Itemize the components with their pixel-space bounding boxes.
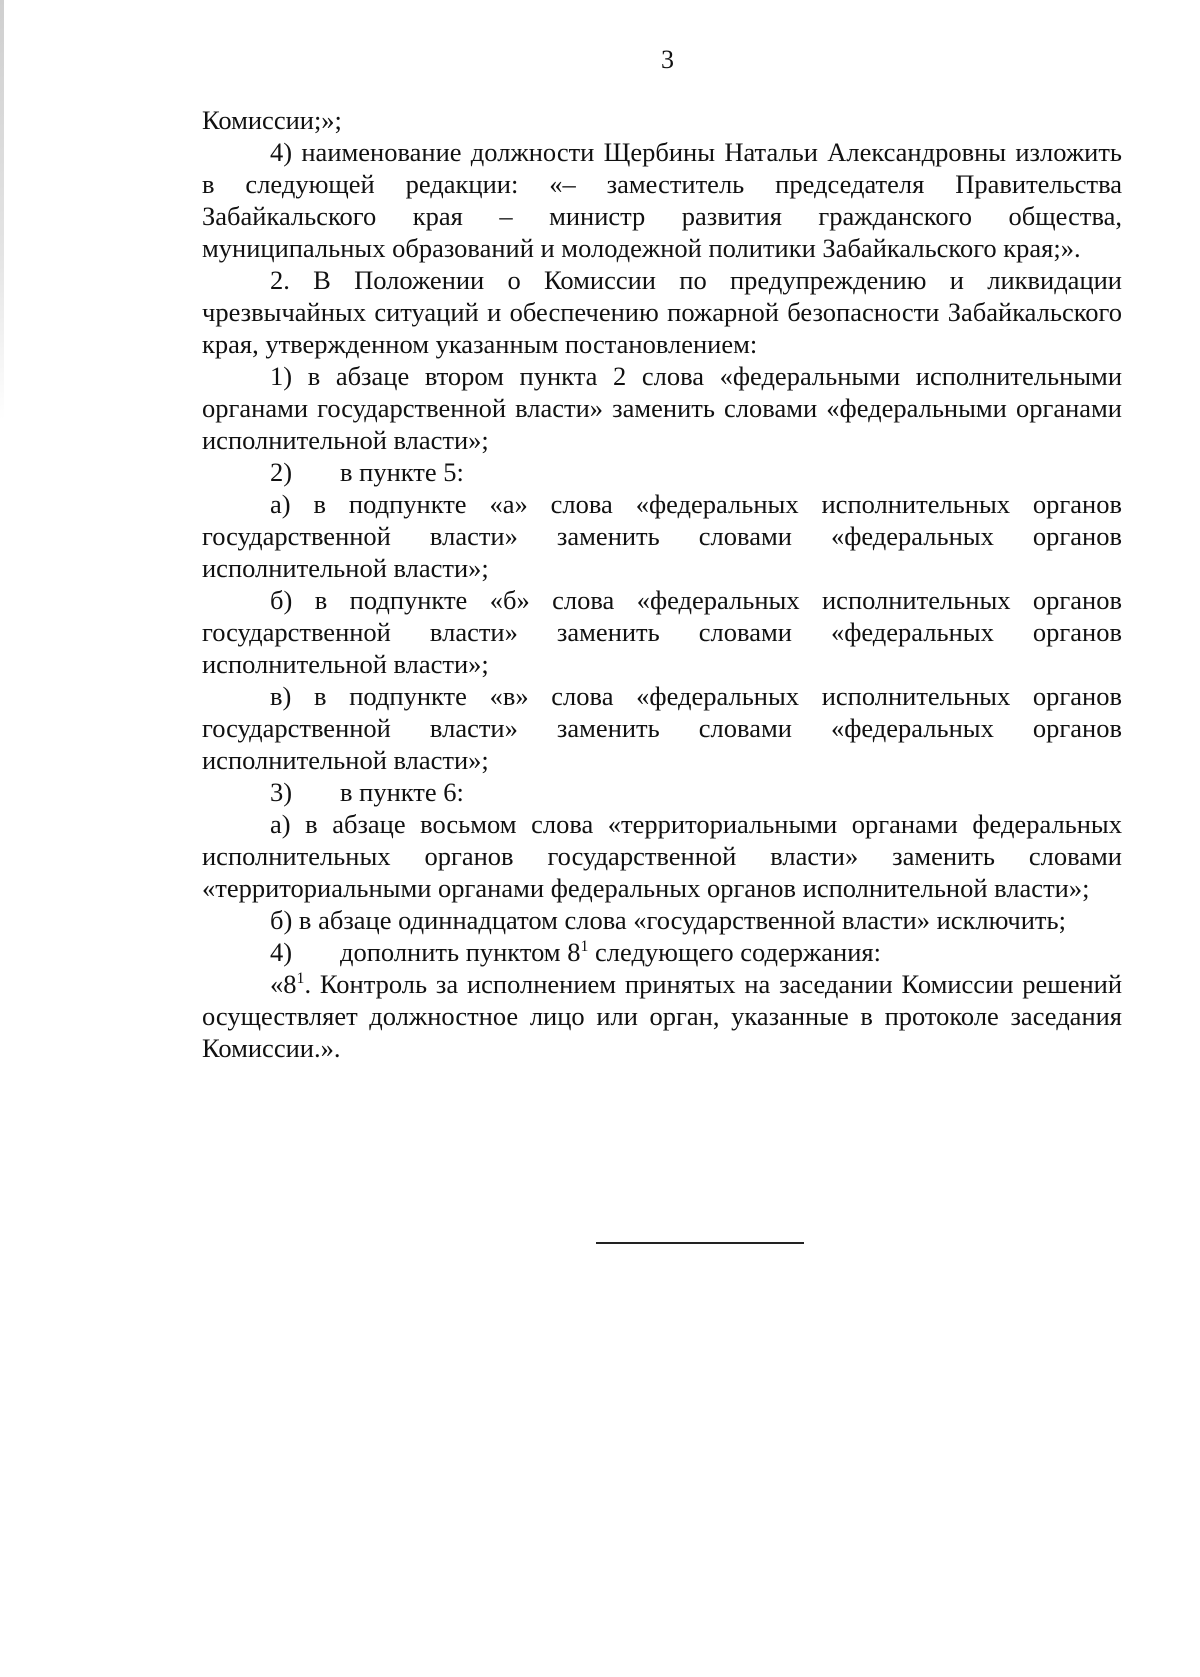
paragraph: 1) в абзаце втором пункта 2 слова «федеральными исполнительными органами государственной власти» заменить словами «федеральными органами исполнительной власти»; bbox=[202, 361, 1122, 455]
list-item-text bbox=[340, 936, 881, 968]
paragraph: 4) наименование должности Щербины Натальи Александровны изложить в следующей редакции: «– заместитель председателя Правительства Забайкальского края – министр развития гражданского общества, муниципальных образований и молодежной политики Забайкальского края;». bbox=[202, 137, 1122, 263]
paragraph: а) в абзаце восьмом слова «территориальными органами федеральных исполнительных органов государственной власти» заменить словами «территориальными органами федеральных органов исполнительной власти»; bbox=[202, 809, 1122, 903]
list-item-text: в пункте 6: bbox=[340, 777, 464, 807]
paragraph bbox=[202, 968, 1122, 1064]
superscript: 1 bbox=[296, 970, 305, 988]
list-item-heading bbox=[202, 456, 1122, 488]
list-item-number: 4) bbox=[270, 937, 293, 967]
list-item-number: 3) bbox=[270, 777, 293, 807]
list-item-number: 2) bbox=[270, 457, 293, 487]
paragraph: б) в абзаце одиннадцатом слова «государственной власти» исключить; bbox=[270, 905, 1066, 935]
list-item-heading bbox=[202, 776, 1122, 808]
text-run: дополнить пунктом 8 bbox=[340, 937, 581, 967]
list-item-heading bbox=[202, 936, 1122, 968]
paragraph: 2. В Положении о Комиссии по предупреждению и ликвидации чрезвычайных ситуаций и обеспечению пожарной безопасности Забайкальского края, утвержденном указанным постановлением: bbox=[202, 265, 1122, 359]
text-run: . Контроль за исполнением принятых на заседании Комиссии решений осуществляет должностное лицо или орган, указанные в протоколе заседания Комиссии.». bbox=[202, 969, 1122, 1063]
paragraph: Комиссии;»; bbox=[202, 105, 342, 135]
text-run: следующего содержания: bbox=[588, 937, 881, 967]
page-number: 3 bbox=[661, 45, 674, 74]
text-run: «8 bbox=[270, 969, 297, 999]
paragraph: в) в подпункте «в» слова «федеральных исполнительных органов государственной власти» заменить словами «федеральных органов исполнительной власти»; bbox=[202, 681, 1122, 775]
closing-rule bbox=[596, 1242, 804, 1244]
superscript: 1 bbox=[580, 938, 589, 956]
paragraph: б) в подпункте «б» слова «федеральных исполнительных органов государственной власти» заменить словами «федеральных органов исполнительной власти»; bbox=[202, 585, 1122, 679]
document-body bbox=[202, 104, 1122, 1064]
paragraph: а) в подпункте «а» слова «федеральных исполнительных органов государственной власти» заменить словами «федеральных органов исполнительной власти»; bbox=[202, 489, 1122, 583]
list-item-text: в пункте 5: bbox=[340, 457, 464, 487]
